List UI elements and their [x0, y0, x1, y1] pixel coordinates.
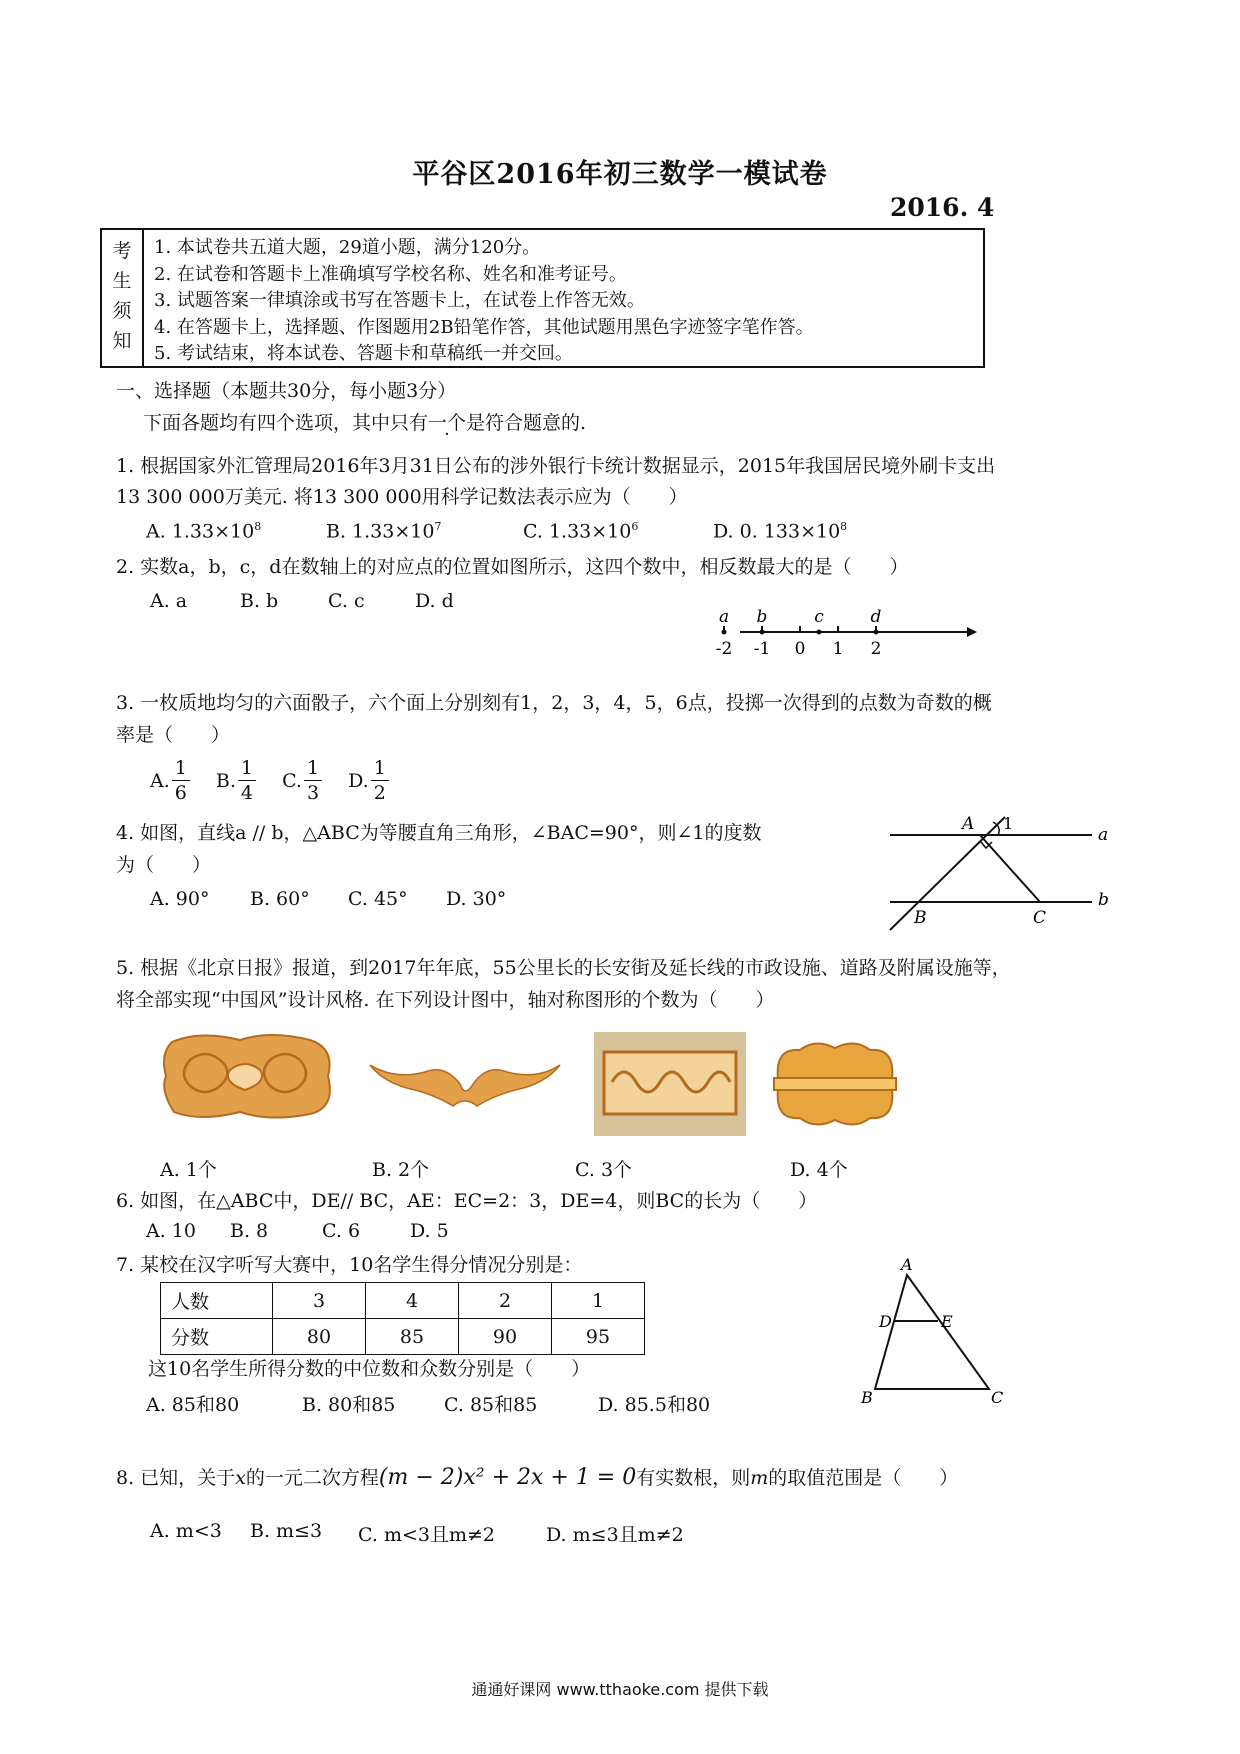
q5-option-c: C. 3个 — [575, 1159, 633, 1181]
q3-option-b-label: B. — [215, 769, 236, 792]
section-heading: 一、选择题（本题共30分，每小题3分） — [116, 380, 457, 402]
q3-option-b — [216, 756, 258, 805]
q7-option-d: D. 85.5和80 — [598, 1394, 711, 1416]
notice-box — [100, 228, 985, 368]
instruction-emphasis: 一个 — [428, 412, 467, 434]
number-line-ticks — [716, 626, 882, 659]
q8-option-b: B. m≤3 — [250, 1520, 323, 1542]
q8-var-x: x — [235, 1467, 246, 1489]
q1-option-a-base: A. 1.33×10 — [146, 520, 255, 543]
q7-text: 7. 某校在汉字听写大赛中，10名学生得分情况分别是： — [116, 1254, 583, 1276]
q5-option-b: B. 2个 — [372, 1159, 430, 1181]
q8-option-d: D. m≤3且m≠2 — [546, 1524, 684, 1546]
q8-option-a: A. m<3 — [150, 1520, 222, 1542]
number-line-point-label: b — [756, 607, 768, 627]
q4-option-d: D. 30° — [446, 888, 507, 910]
table-cell: 80 — [273, 1319, 366, 1355]
q1-option-d — [713, 520, 847, 542]
q6-option-b: B. 8 — [230, 1220, 269, 1242]
label-A: A — [962, 814, 975, 834]
q1-option-b — [326, 520, 441, 542]
q2-option-a: A. a — [150, 590, 188, 612]
q1-option-d-base: D. 0. 133×10 — [713, 520, 841, 543]
denominator: 2 — [373, 782, 386, 804]
q3-option-a-label: A. — [150, 769, 170, 792]
design-4-bottom — [778, 1090, 893, 1125]
section-instruction — [143, 410, 586, 436]
q3-option-d-label: D. — [348, 769, 369, 792]
number-line-point — [817, 630, 822, 635]
q7-option-a: A. 85和80 — [146, 1394, 240, 1416]
denominator: 3 — [306, 782, 320, 804]
number-line-point-label: c — [814, 607, 824, 627]
q2-option-b: B. b — [240, 590, 279, 612]
q8-mid: 的一元二次方程 — [245, 1467, 379, 1489]
q1-option-a — [146, 520, 261, 542]
table-cell: 4 — [366, 1283, 459, 1319]
q6-triangle-figure — [855, 1255, 1015, 1410]
number-line-point — [722, 630, 727, 635]
q2-option-c: C. c — [328, 590, 365, 612]
q8-post1: 有实数根，则 — [636, 1467, 751, 1489]
design-image-4 — [770, 1038, 900, 1130]
numerator: 1 — [371, 756, 389, 781]
denominator: 4 — [240, 782, 254, 804]
q5-line2: 将全部实现“中国风”设计风格. 在下列设计图中，轴对称图形的个数为（ ） — [116, 989, 775, 1011]
table-cell: 85 — [366, 1319, 459, 1355]
table-cell: 2 — [459, 1283, 552, 1319]
table-cell: 95 — [552, 1319, 645, 1355]
q1-option-c-base: C. 1.33×10 — [523, 520, 632, 543]
notice-label-char: 生 — [112, 270, 132, 292]
q8-var-m: m — [750, 1467, 769, 1489]
q8-option-c: C. m<3且m≠2 — [358, 1524, 495, 1546]
table-cell: 分数 — [161, 1319, 273, 1355]
q4-parallel-lines-figure — [880, 805, 1130, 935]
design-3-panel — [604, 1052, 736, 1114]
table-cell: 人数 — [161, 1283, 273, 1319]
notice-label-char: 考 — [112, 240, 132, 262]
q4-line1: 4. 如图，直线a // b，△ABC为等腰直角三角形，∠BAC=90°，则∠1的度数 — [116, 822, 762, 844]
design-image-2 — [365, 1050, 565, 1110]
exam-date: 2016. 4 — [890, 193, 995, 222]
line-ab-extended — [890, 817, 1005, 930]
q3-option-d — [348, 756, 391, 805]
notice-label — [102, 230, 144, 366]
q8-equation: (m − 2)x² + 2x + 1 = 0 — [378, 1465, 637, 1490]
notice-items — [154, 235, 814, 368]
numerator: 1 — [238, 756, 256, 781]
number-line-tick-label: -2 — [715, 639, 733, 659]
design-image-1 — [160, 1030, 340, 1122]
label-C: C — [1033, 908, 1047, 928]
notice-item: 1. 本试卷共五道大题，29道小题，满分120分。 — [154, 237, 541, 258]
design-4-band — [774, 1078, 896, 1090]
q1-line2: 13 300 000万美元. 将13 300 000用科学记数法表示应为（ ） — [116, 486, 688, 508]
q2-number-line — [715, 598, 975, 660]
number-line-tick-label: 0 — [794, 639, 806, 659]
q5-line1: 5. 根据《北京日报》报道，到2017年年底，55公里长的长安街及延长线的市政设施、道路及附属设施等， — [116, 957, 1011, 979]
table-row — [161, 1283, 645, 1319]
fraction — [238, 756, 256, 805]
number-line-tick-label: -1 — [753, 639, 771, 659]
label-b: b — [1098, 890, 1109, 910]
instruction-pre: 下面各题均有四个选项，其中只有 — [143, 412, 429, 434]
fraction — [371, 756, 389, 805]
q5-option-a: A. 1个 — [160, 1159, 217, 1181]
q1-option-b-exp: 7 — [434, 520, 442, 533]
page-title: 平谷区2016年初三数学一模试卷 — [412, 159, 828, 190]
label-B: B — [861, 1388, 873, 1407]
q3-option-c-label: C. — [282, 769, 302, 792]
q2-option-d: D. d — [415, 590, 454, 612]
q6-text: 6. 如图，在△ABC中，DE// BC，AE：EC=2：3，DE=4，则BC的长为（ ） — [116, 1190, 818, 1212]
table-row — [161, 1319, 645, 1355]
q1-option-c-exp: 6 — [631, 520, 639, 533]
triangle-abc — [875, 1275, 989, 1389]
table-cell: 90 — [459, 1319, 552, 1355]
q3-line1: 3. 一枚质地均匀的六面骰子，六个面上分别刻有1，2，3，4，5，6点，投掷一次得到的点数为奇数的概 — [116, 692, 992, 714]
table-cell: 3 — [273, 1283, 366, 1319]
label-E: E — [941, 1312, 953, 1331]
label-B: B — [914, 908, 927, 928]
number-line-tick-label: 1 — [832, 639, 844, 659]
q3-options — [150, 756, 409, 805]
q3-line2: 率是（ ） — [116, 724, 231, 746]
notice-label-char: 知 — [112, 330, 132, 352]
q2-text: 2. 实数a，b，c，d在数轴上的对应点的位置如图所示，这四个数中，相反数最大的是（ ） — [116, 556, 909, 578]
q7-question: 这10名学生所得分数的中位数和众数分别是（ ） — [148, 1358, 591, 1380]
q6-option-d: D. 5 — [410, 1220, 449, 1242]
number-line-point — [874, 630, 879, 635]
q3-option-a — [150, 756, 192, 805]
q7-option-b: B. 80和85 — [302, 1394, 396, 1416]
q8-post2: 的取值范围是（ ） — [768, 1467, 959, 1489]
label-1: 1 — [1003, 814, 1014, 833]
q1-option-b-base: B. 1.33×10 — [326, 520, 435, 543]
fraction — [172, 756, 190, 805]
numerator: 1 — [304, 756, 322, 781]
q7-score-table — [160, 1282, 645, 1355]
q7-option-c: C. 85和85 — [444, 1394, 538, 1416]
q4-option-c: C. 45° — [348, 888, 408, 910]
fraction — [304, 756, 322, 805]
number-line-point-label: d — [870, 607, 882, 627]
number-line-point — [760, 630, 765, 635]
q4-option-b: B. 60° — [250, 888, 310, 910]
notice-item: 3. 试题答案一律填涂或书写在答题卡上，在试卷上作答无效。 — [154, 290, 645, 311]
q8-pre: 8. 已知，关于 — [116, 1467, 236, 1489]
label-C: C — [991, 1388, 1004, 1407]
q1-option-d-exp: 8 — [840, 520, 848, 533]
q8-text — [116, 1465, 958, 1491]
design-image-3 — [594, 1032, 746, 1136]
design-4-top — [778, 1043, 893, 1078]
label-a: a — [1098, 825, 1109, 845]
q1-option-c — [523, 520, 638, 542]
denominator: 6 — [174, 782, 187, 804]
q5-option-d: D. 4个 — [790, 1159, 848, 1181]
q4-option-a: A. 90° — [150, 888, 210, 910]
notice-item: 5. 考试结束，将本试卷、答题卡和草稿纸一并交回。 — [154, 343, 573, 364]
q1-option-a-exp: 8 — [254, 520, 262, 533]
numerator: 1 — [172, 756, 190, 781]
number-line-point-label: a — [718, 607, 730, 627]
q4-line2: 为（ ） — [116, 854, 212, 876]
label-A: A — [901, 1255, 913, 1274]
table-cell: 1 — [552, 1283, 645, 1319]
q3-option-c — [282, 756, 324, 805]
label-D: D — [879, 1312, 892, 1331]
q1-line1: 1. 根据国家外汇管理局2016年3月31日公布的涉外银行卡统计数据显示，2015年我国居民境外刷卡支出 — [116, 455, 996, 477]
q6-option-a: A. 10 — [146, 1220, 196, 1242]
number-line-tick-label: 2 — [870, 639, 882, 659]
number-line-arrow — [967, 627, 977, 637]
instruction-post: 是符合题意的. — [466, 412, 587, 434]
notice-item: 4. 在答题卡上，选择题、作图题用2B铅笔作答，其他试题用黑色字迹签字笔作答。 — [154, 316, 814, 338]
notice-label-char: 须 — [112, 300, 132, 322]
design-2-shape — [370, 1065, 560, 1106]
notice-item: 2. 在试卷和答题卡上准确填写学校名称、姓名和准考证号。 — [154, 263, 627, 285]
page-footer: 通通好课网 www.tthaoke.com 提供下载 — [471, 1680, 769, 1699]
q6-option-c: C. 6 — [322, 1220, 361, 1242]
